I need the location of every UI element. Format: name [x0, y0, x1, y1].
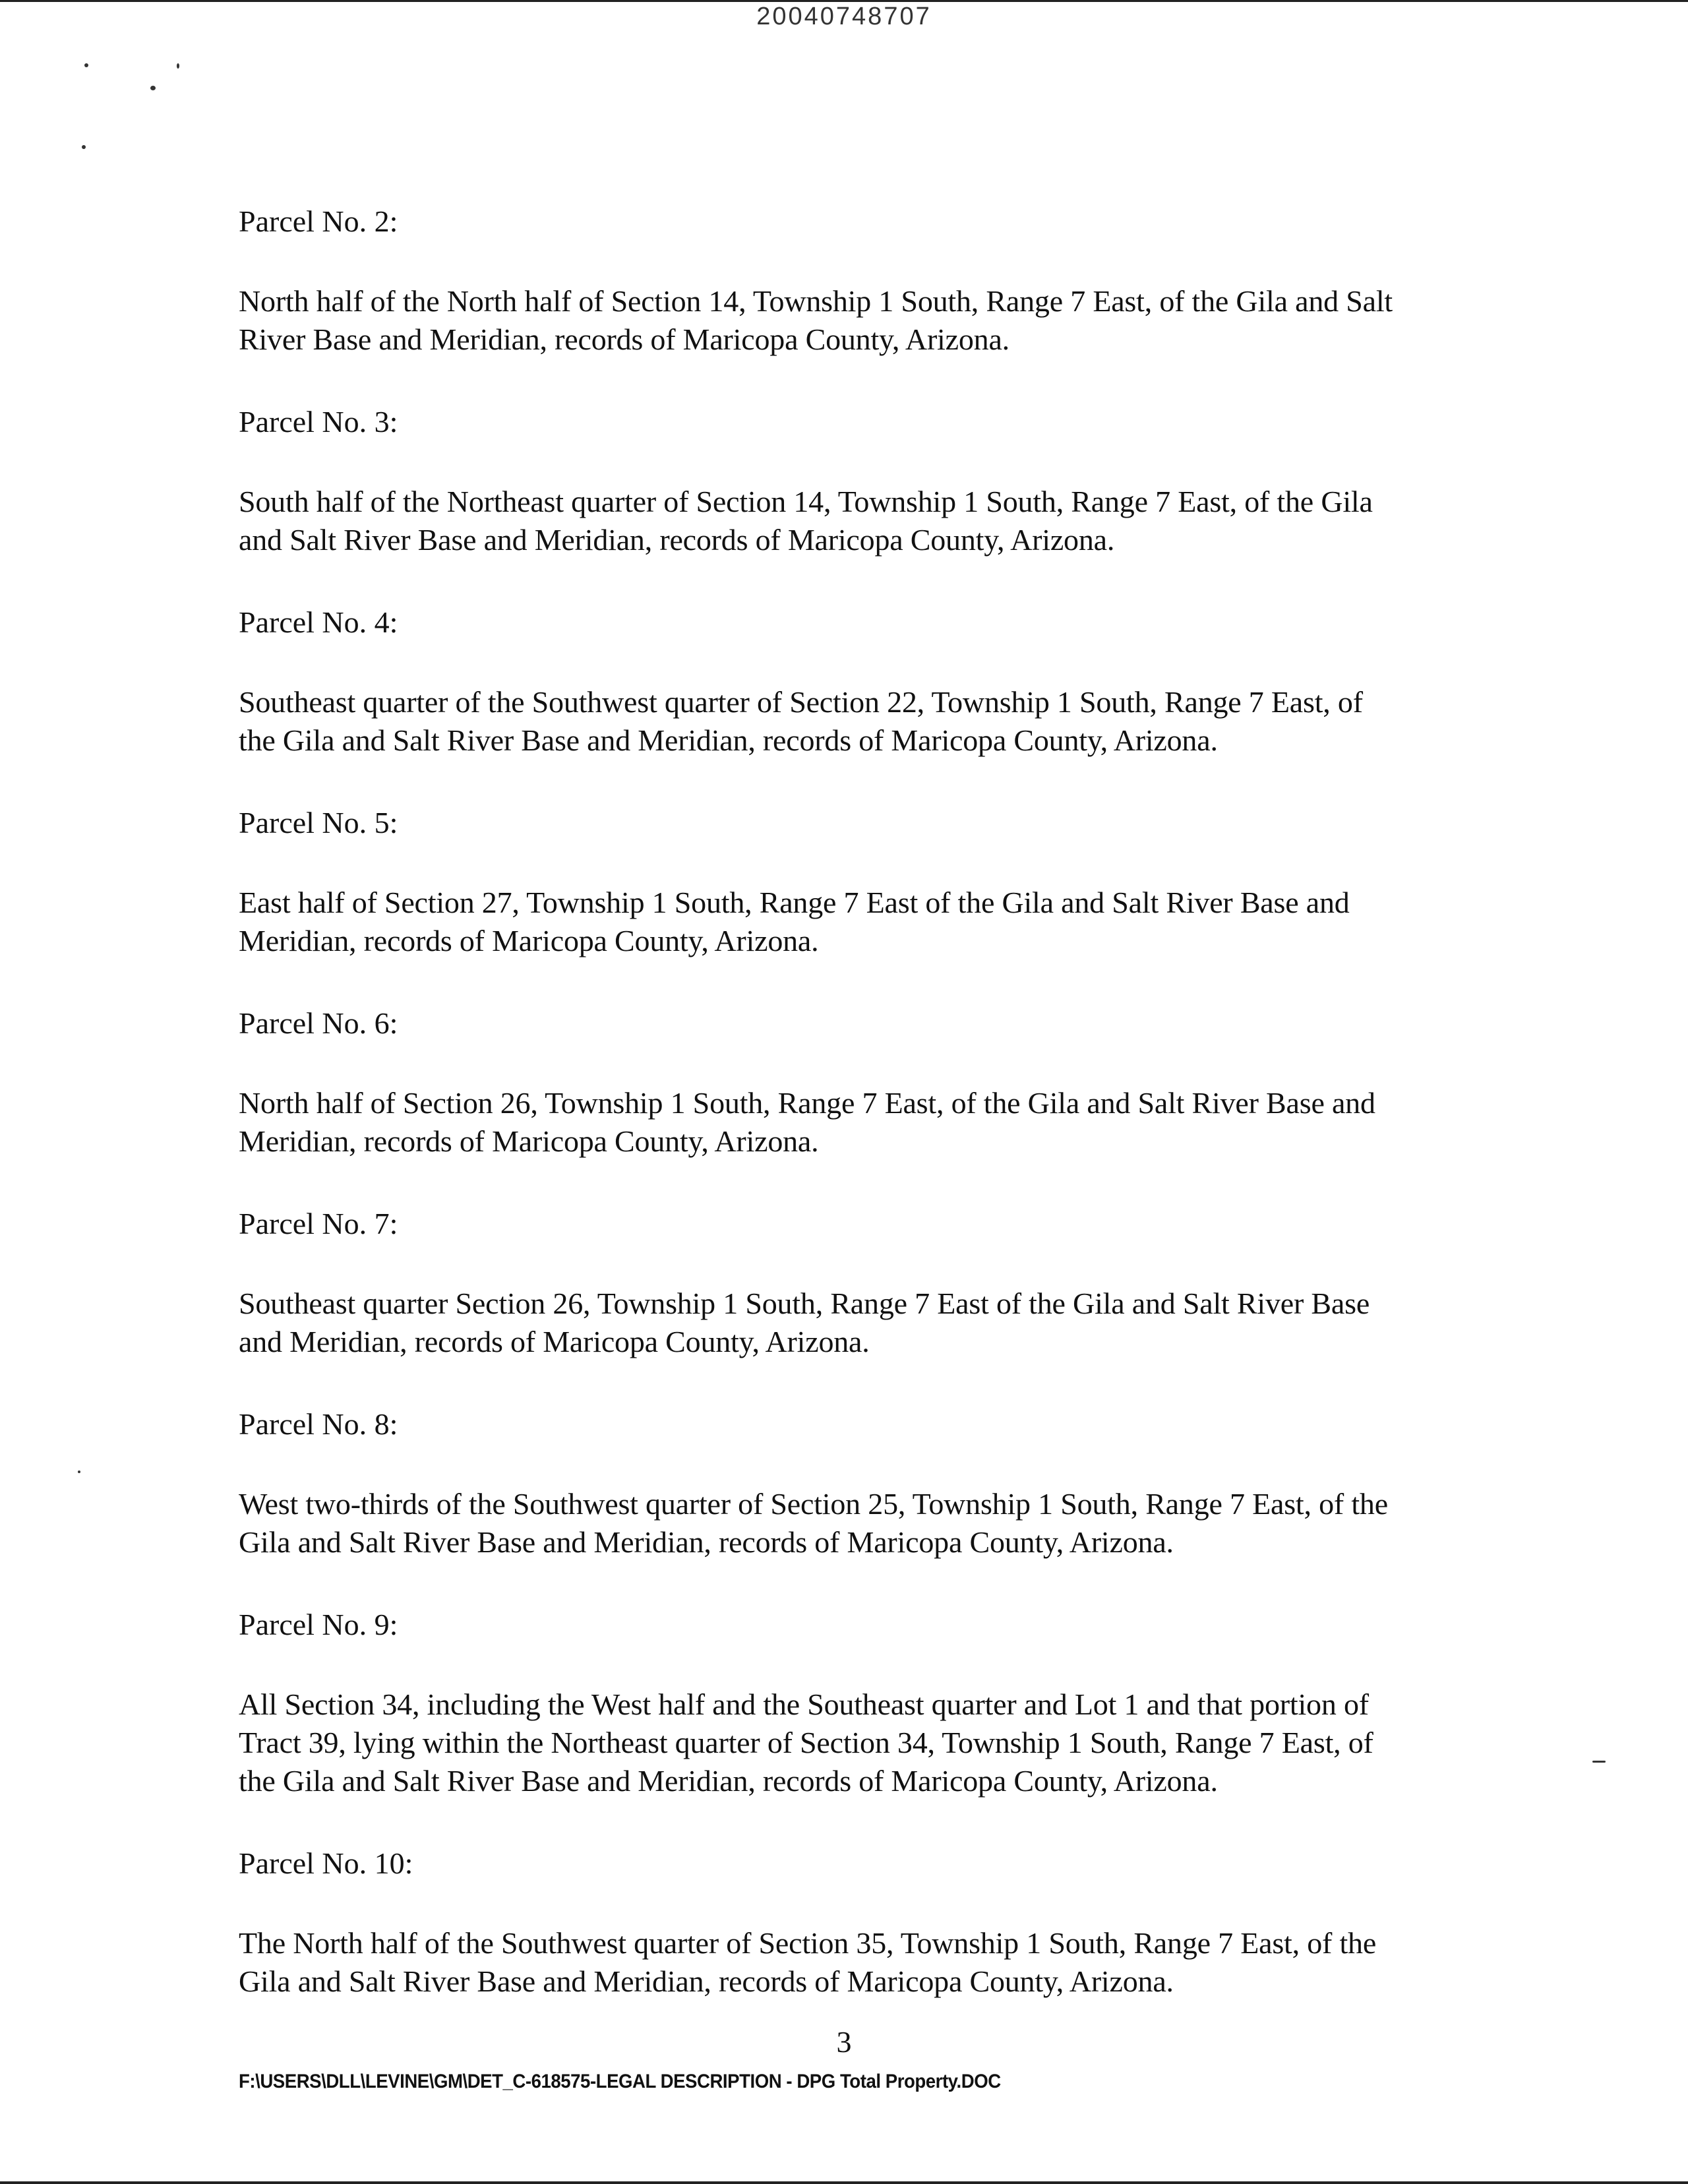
- description-line: Tract 39, lying within the Northeast quarter of Section 34, Township 1 South, Range 7 East, of: [239, 1726, 1373, 1759]
- parcel-description: [239, 483, 1557, 559]
- parcel-description: [239, 1924, 1557, 2001]
- description-line: the Gila and Salt River Base and Meridian, records of Maricopa County, Arizona.: [239, 1764, 1218, 1798]
- parcel-heading: Parcel No. 3:: [239, 405, 398, 439]
- description-line: Southeast quarter of the Southwest quarter of Section 22, Township 1 South, Range 7 East, of: [239, 685, 1363, 719]
- description-line: North half of the North half of Section 14, Township 1 South, Range 7 East, of the Gila and Salt: [239, 284, 1393, 318]
- parcel-description: [239, 282, 1557, 359]
- parcel-description: [239, 1084, 1557, 1161]
- parcel-10: [239, 1844, 1557, 2001]
- description-line: East half of Section 27, Township 1 South, Range 7 East of the Gila and Salt River Base and: [239, 886, 1350, 919]
- scan-speck: [78, 1471, 80, 1473]
- parcel-heading: Parcel No. 4:: [239, 605, 398, 639]
- parcel-7: [239, 1204, 1557, 1361]
- scan-speck: [1592, 1761, 1606, 1763]
- description-line: Meridian, records of Maricopa County, Arizona.: [239, 1124, 819, 1158]
- scan-speck: [177, 63, 179, 69]
- description-line: The North half of the Southwest quarter of Section 35, Township 1 South, Range 7 East, of the: [239, 1926, 1377, 1960]
- page-number: 3: [836, 2025, 852, 2059]
- description-line: and Salt River Base and Meridian, records of Maricopa County, Arizona.: [239, 523, 1115, 557]
- parcel-4: [239, 603, 1557, 760]
- parcel-heading: Parcel No. 10:: [239, 1846, 413, 1880]
- description-line: North half of Section 26, Township 1 South, Range 7 East, of the Gila and Salt River Base and: [239, 1086, 1375, 1120]
- file-path-footer: F:\USERS\DLL\LEVINE\GM\DET_C-618575-LEGAL DESCRIPTION - DPG Total Property.DOC: [239, 2071, 1001, 2092]
- parcel-description: [239, 1485, 1557, 1562]
- document-number: 20040748707: [756, 3, 932, 30]
- description-line: West two-thirds of the Southwest quarter of Section 25, Township 1 South, Range 7 East, of the: [239, 1487, 1388, 1521]
- parcel-9: [239, 1605, 1557, 1800]
- parcel-heading: Parcel No. 2:: [239, 204, 398, 238]
- parcel-description: [239, 1285, 1557, 1361]
- description-line: South half of the Northeast quarter of Section 14, Township 1 South, Range 7 East, of the Gila: [239, 485, 1373, 518]
- description-line: the Gila and Salt River Base and Meridian, records of Maricopa County, Arizona.: [239, 723, 1218, 757]
- scan-border-top: [0, 0, 1688, 2]
- parcel-heading: Parcel No. 8:: [239, 1407, 398, 1441]
- scan-speck: [150, 86, 156, 90]
- legal-description-body: [239, 202, 1557, 2044]
- parcel-5: [239, 803, 1557, 960]
- parcel-description: [239, 884, 1557, 960]
- parcel-heading: Parcel No. 7:: [239, 1207, 398, 1240]
- parcel-3: [239, 402, 1557, 559]
- parcel-heading: Parcel No. 5:: [239, 806, 398, 839]
- parcel-2: [239, 202, 1557, 359]
- description-line: Meridian, records of Maricopa County, Arizona.: [239, 924, 819, 957]
- parcel-description: [239, 1685, 1557, 1800]
- description-line: River Base and Meridian, records of Maricopa County, Arizona.: [239, 322, 1010, 356]
- scan-speck: [84, 63, 88, 67]
- description-line: Gila and Salt River Base and Meridian, records of Maricopa County, Arizona.: [239, 1964, 1174, 1998]
- description-line: All Section 34, including the West half and the Southeast quarter and Lot 1 and that portion of: [239, 1687, 1369, 1721]
- description-line: Gila and Salt River Base and Meridian, records of Maricopa County, Arizona.: [239, 1525, 1174, 1559]
- description-line: Southeast quarter Section 26, Township 1 South, Range 7 East of the Gila and Salt River Base: [239, 1287, 1370, 1320]
- parcel-heading: Parcel No. 6:: [239, 1006, 398, 1040]
- scan-border-bottom: [0, 2181, 1688, 2184]
- parcel-description: [239, 683, 1557, 760]
- parcel-8: [239, 1405, 1557, 1562]
- scan-speck: [82, 145, 86, 149]
- parcel-heading: Parcel No. 9:: [239, 1608, 398, 1641]
- description-line: and Meridian, records of Maricopa County, Arizona.: [239, 1325, 870, 1358]
- parcel-6: [239, 1004, 1557, 1161]
